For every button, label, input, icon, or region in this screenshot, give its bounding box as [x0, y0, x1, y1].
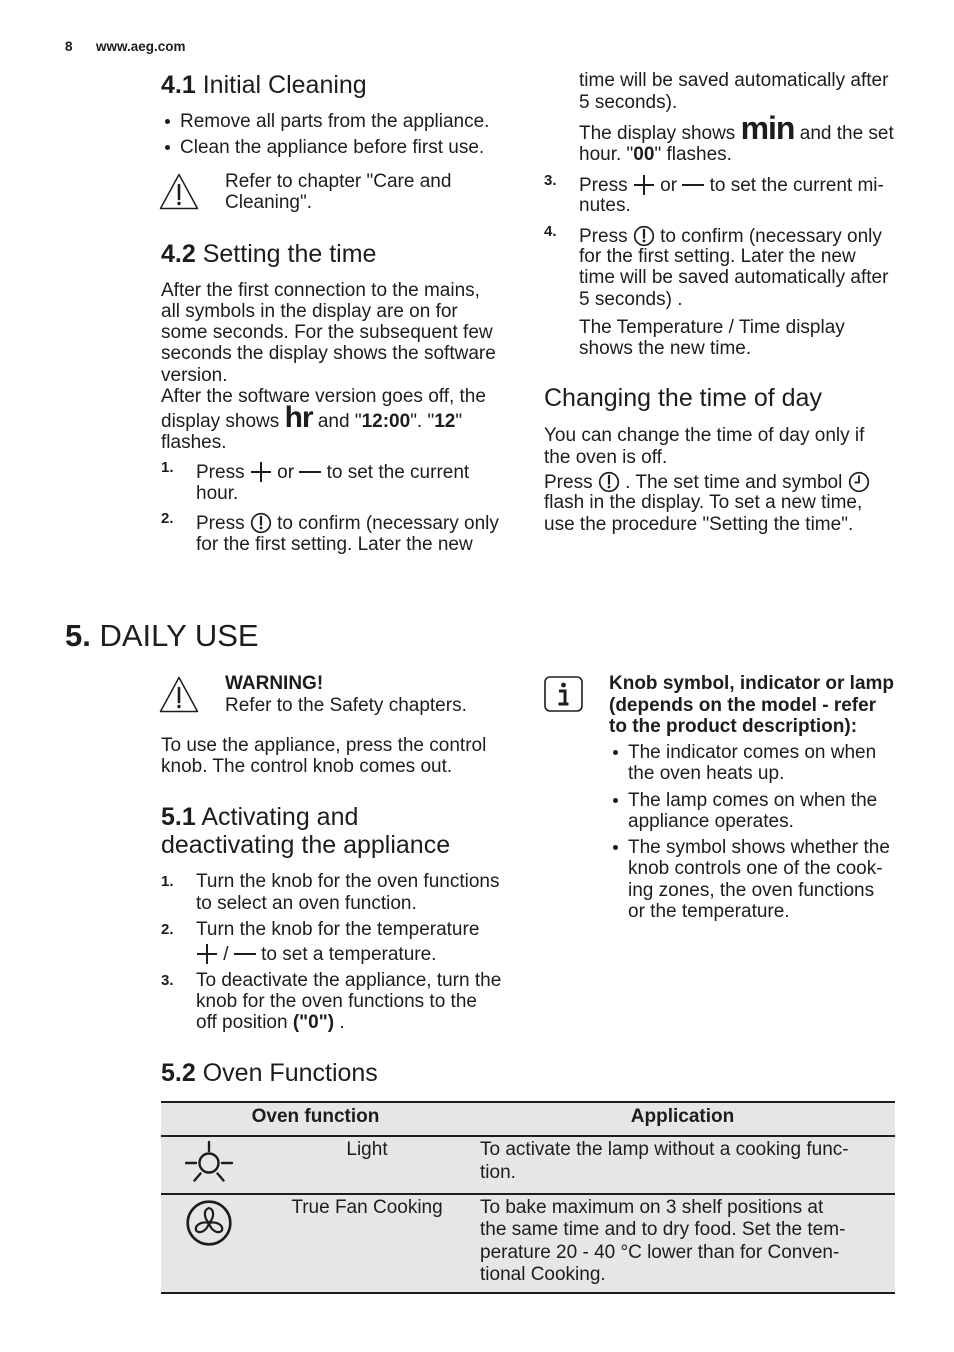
table-header-oven-function: Oven function [251, 1106, 380, 1127]
paragraph-line: use the procedure "Setting the time". [544, 514, 854, 535]
table-top-rule [161, 1101, 895, 1103]
step-number: 1. [161, 873, 174, 890]
true-fan-cooking-icon [186, 1199, 232, 1247]
step-line: 5 seconds). [579, 92, 678, 113]
section-title: Initial Cleaning [202, 71, 367, 99]
text-run: " [455, 411, 463, 432]
bullet-text: Remove all parts from the appliance. [180, 111, 490, 132]
text-run: and the set [799, 123, 894, 144]
section-heading-setting-time [161, 239, 376, 269]
text-run: to set the current mi- [709, 175, 884, 196]
application-text: tional Cooking. [480, 1264, 606, 1285]
paragraph-line: some seconds. For the subsequent few [161, 322, 493, 343]
section-number: 4.2 [161, 240, 196, 268]
text-run: / [223, 944, 229, 965]
page-number: 8 [65, 39, 73, 54]
step-line: for the first setting. Later the new [196, 534, 473, 555]
minus-icon [682, 174, 704, 196]
section-title: deactivating the appliance [161, 831, 451, 859]
step-line: to select an oven function. [196, 893, 417, 914]
paragraph-line: version. [161, 365, 228, 386]
text-run: Press [579, 226, 628, 247]
oven-function-name: True Fan Cooking [291, 1197, 443, 1218]
warning-icon [159, 172, 199, 211]
section-number: 4.1 [161, 71, 196, 99]
warning-title: WARNING! [225, 673, 324, 694]
paragraph-line [161, 401, 463, 434]
paragraph-line: flashes. [161, 432, 227, 453]
application-text: perature 20 - 40 °C lower than for Conven- [480, 1242, 840, 1263]
table-bottom-rule [161, 1292, 895, 1294]
off-position-value: ("0") [292, 1012, 335, 1033]
step-line: time will be saved automatically after [579, 70, 889, 91]
paragraph-line: flash in the display. To set a new time, [544, 492, 863, 513]
chapter-heading-daily-use [65, 617, 259, 655]
step-line: knob for the oven functions to the [196, 991, 477, 1012]
step-line [196, 943, 436, 966]
section-heading-initial-cleaning [161, 70, 367, 100]
text-run: Press [544, 472, 593, 493]
hour-value: 00 [633, 144, 655, 165]
step-line: shows the new time. [579, 338, 752, 359]
step-line: The Temperature / Time display [579, 317, 845, 338]
application-text: To bake maximum on 3 shelf positions at [480, 1197, 824, 1218]
section-number: 5.2 [161, 1059, 196, 1087]
step-line: Turn the knob for the oven functions [196, 871, 500, 892]
paragraph-line: all symbols in the display are on for [161, 301, 458, 322]
section-title: Activating and [201, 803, 359, 831]
bullet-text: or the temperature. [628, 901, 790, 922]
plus-icon [633, 174, 655, 196]
step-line: To deactivate the appliance, turn the [196, 970, 502, 991]
note-text: Cleaning". [225, 192, 313, 213]
text-run: to set a temperature. [261, 944, 437, 965]
step-number: 2. [161, 921, 174, 938]
chapter-number: 5. [65, 618, 91, 653]
bullet-marker [165, 145, 170, 150]
text-run: ". " [410, 411, 435, 432]
text-run: . [339, 1012, 345, 1033]
step-line [196, 461, 469, 484]
step-line [579, 110, 894, 146]
confirm-button-icon [250, 512, 272, 534]
section-heading-oven-functions [161, 1058, 378, 1088]
text-run: off position [196, 1012, 288, 1033]
paragraph-line [544, 471, 870, 494]
application-text: the same time and to dry food. Set the tem- [480, 1219, 846, 1240]
step-line: Turn the knob for the temperature [196, 919, 480, 940]
application-text: tion. [480, 1162, 516, 1183]
info-title-line: Knob symbol, indicator or lamp [609, 673, 895, 694]
table-header-rule [161, 1135, 895, 1137]
text-run: to confirm (necessary only [660, 226, 882, 247]
step-number: 4. [544, 223, 557, 240]
info-icon [544, 676, 583, 712]
application-text: To activate the lamp without a cooking func- [480, 1139, 849, 1160]
minute-display-symbol: min [740, 110, 795, 146]
section-number: 5.1 [161, 803, 196, 831]
text-run: . The set time and symbol [625, 472, 843, 493]
step-line: time will be saved automatically after [579, 267, 889, 288]
bullet-marker [613, 845, 618, 850]
step-number: 1. [161, 459, 174, 476]
subsection-heading-changing-time: Changing the time of day [544, 384, 822, 412]
paragraph-line: You can change the time of day only if [544, 425, 865, 446]
plus-icon [196, 943, 218, 965]
text-run: The display shows [579, 123, 736, 144]
text-run: or [277, 462, 295, 483]
info-title-line: (depends on the model - refer [609, 695, 877, 716]
step-number: 3. [544, 172, 557, 189]
step-line: 5 seconds) . [579, 289, 683, 310]
confirm-button-icon [598, 471, 620, 493]
note-text: Refer to chapter "Care and [225, 171, 452, 192]
paragraph-line: After the software version goes off, the [161, 386, 486, 407]
bullet-text: ing zones, the oven functions [628, 880, 875, 901]
section-title: Setting the time [202, 240, 377, 268]
bullet-text: the oven heats up. [628, 763, 785, 784]
paragraph-line: To use the appliance, press the control [161, 735, 487, 756]
text-run: hour. " [579, 144, 634, 165]
bullet-text: The indicator comes on when [628, 742, 877, 763]
step-line [196, 512, 499, 535]
text-run: Press [196, 513, 245, 534]
text-run: to set the current [326, 462, 470, 483]
bullet-text: appliance operates. [628, 811, 794, 832]
bullet-text: The lamp comes on when the [628, 790, 878, 811]
warning-text: Refer to the Safety chapters. [225, 695, 467, 716]
table-row-rule [161, 1193, 895, 1195]
warning-icon [159, 675, 199, 714]
bullet-marker [165, 119, 170, 124]
bullet-marker [613, 798, 618, 803]
plus-icon [250, 461, 272, 483]
section-title: Oven Functions [202, 1059, 378, 1087]
minus-icon [299, 461, 321, 483]
bullet-text: The symbol shows whether the [628, 837, 890, 858]
paragraph-line: knob. The control knob comes out. [161, 756, 453, 777]
text-run: display shows [161, 411, 280, 432]
text-run: to confirm (necessary only [277, 513, 499, 534]
text-run: " flashes. [654, 144, 732, 165]
chapter-title: DAILY USE [99, 618, 259, 653]
step-number: 2. [161, 510, 174, 527]
paragraph-line: seconds the display shows the software [161, 343, 496, 364]
section-heading-activating [161, 802, 358, 832]
minus-icon [234, 943, 256, 965]
bullet-marker [613, 750, 618, 755]
text-run: and " [317, 411, 362, 432]
oven-function-name: Light [346, 1139, 388, 1160]
step-line [579, 225, 882, 248]
step-line [196, 1012, 345, 1034]
hour-display-symbol: hr [284, 401, 313, 434]
step-line: for the first setting. Later the new [579, 246, 856, 267]
flash-value: 12 [434, 411, 456, 432]
bullet-text: Clean the appliance before first use. [180, 137, 485, 158]
bullet-text: knob controls one of the cook- [628, 858, 883, 879]
table-header-application: Application [630, 1106, 735, 1127]
confirm-button-icon [633, 225, 655, 247]
step-line [579, 174, 884, 197]
light-icon [185, 1139, 233, 1186]
text-run: or [660, 175, 678, 196]
step-line [579, 144, 732, 166]
text-run: Press [196, 462, 245, 483]
step-line: nutes. [579, 195, 631, 216]
paragraph-line: the oven is off. [544, 447, 668, 468]
website-url: www.aeg.com [96, 39, 186, 54]
clock-icon [848, 471, 870, 493]
paragraph-line: After the first connection to the mains, [161, 280, 480, 301]
text-run: Press [579, 175, 628, 196]
time-value: 12:00 [361, 411, 411, 432]
step-number: 3. [161, 972, 174, 989]
step-line: hour. [196, 483, 239, 504]
info-title-line: to the product description): [609, 716, 858, 737]
